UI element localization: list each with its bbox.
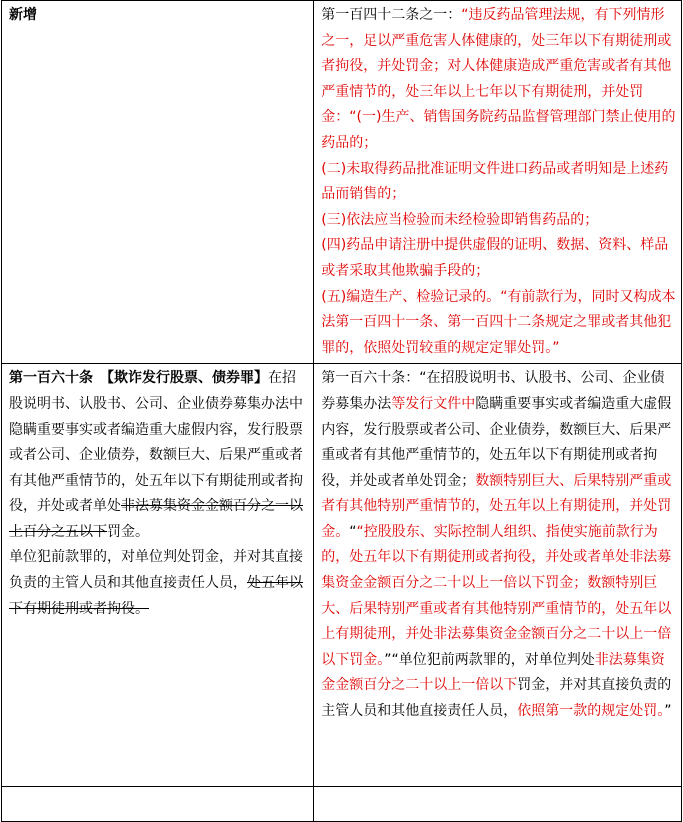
text-run-red: “控股股东、实际控制人组织、指使实施前款行为的，处五年以下有期徒刑或者拘役，并处或者单处非法募集资金金额百分之二十以上一倍以下罚金；数额特别巨大、后果特别严重或者有其他特别严重情节的，处五年以上有期徒刑，并处非法募集资金金额百分之二十以上一倍以下罚金。 — [321, 523, 672, 668]
text-run-red: (二)未取得药品批准证明文件进口药品或者明知是上述药品而销售的； — [321, 160, 669, 203]
text-run-red: 数额特别巨大、后果特别严重或者有其他特别严重情节的，处五年以上有期徒刑，并处罚金。 — [321, 472, 672, 540]
table-row — [2, 364, 682, 787]
text-run: ”“单位犯前两款罪的，对单位判处 — [384, 651, 595, 668]
row1-right-cell — [314, 1, 682, 364]
text-run: “ — [349, 523, 357, 540]
article-heading: 第一百六十条 【欺诈发行股票、债券罪】 — [9, 370, 268, 387]
row1-paragraph-3 — [321, 208, 676, 234]
text-run-red: 非法募集资金金额百分之二十以上一倍以下 — [321, 651, 665, 694]
text-run-red: (三)依法应当检验而未经检验即销售药品的； — [321, 211, 599, 228]
text-run-struck: 非法募集资金金额百分之一以上百分之五以下 — [9, 498, 303, 540]
text-run: 第一百六十条：“在招股说明书、认股书、公司、企业债券募集办法 — [321, 370, 665, 412]
text-run: 罚金。 — [107, 523, 149, 540]
table-row — [2, 1, 682, 364]
row2-left-cell — [2, 364, 314, 787]
row1-paragraph-5 — [321, 285, 676, 362]
text-run-red: (四)药品申请注册中提供虚假的证明、数据、资料、样品或者采取其他欺骗手段的； — [321, 237, 669, 279]
table-row — [2, 787, 682, 822]
row2-left-paragraph-2 — [9, 545, 308, 622]
text-run-red: “违反药品管理法规，有下列情形之一，足以严重危害人体健康的，处三年以下有期徒刑或者拘役，并处罚金；对人体健康造成严重危害或者有其他严重情节的，处三年以上七年以下有期徒刑，并处罚金：“(一)生产、销售国务院药品监督管理部门禁止使用的药品的； — [321, 7, 676, 151]
empty-cell — [2, 787, 314, 822]
text-run: ” — [664, 703, 672, 720]
comparison-table — [1, 0, 682, 822]
text-run: 在招股说明书、认股书、公司、企业债券募集办法中隐瞒重要事实或者编造重大虚假内容，发行股票或者公司、企业债券，数额巨大、后果严重或者有其他严重情节的，处五年以下有期徒刑或者拘役，并处或者单处 — [9, 370, 303, 515]
text-run-red: 依照第一款的规定处罚。 — [517, 703, 665, 720]
row1-paragraph-1 — [321, 3, 676, 157]
row2-left-paragraph-1 — [9, 366, 308, 545]
text-run-red: 等发行文件中 — [391, 395, 476, 412]
text-run: 第一百四十二条之一： — [321, 7, 462, 23]
text-run: 罚金，并对其直接负责的主管人员和其他直接责任人员， — [321, 677, 672, 720]
row1-paragraph-2 — [321, 157, 676, 208]
row2-right-cell — [314, 364, 682, 787]
text-run: 单位犯前款罪的，对单位判处罚金，并对其直接负责的主管人员和其他直接责任人员， — [9, 549, 303, 592]
row1-paragraph-4 — [321, 233, 676, 284]
row2-right-paragraph — [321, 366, 676, 724]
row1-left-label: 新增 — [9, 7, 37, 23]
text-run: 隐瞒重要事实或者编造重大虚假内容，发行股票或者公司、企业债券，数额巨大、后果严重或者有其他严重情节的，处五年以下有期徒刑或者拘役，并处或者单处罚金； — [321, 395, 672, 489]
text-run-struck: 处五年以下有期徒刑或者拘役。 — [9, 575, 303, 617]
empty-cell — [314, 787, 682, 822]
row1-left-cell — [2, 1, 314, 364]
text-run-red: (五)编造生产、检验记录的。“有前款行为，同时又构成本法第一百四十一条、第一百四十二条规定之罪或者其他犯罪的，依照处罚较重的规定定罪处罚。” — [321, 288, 676, 356]
